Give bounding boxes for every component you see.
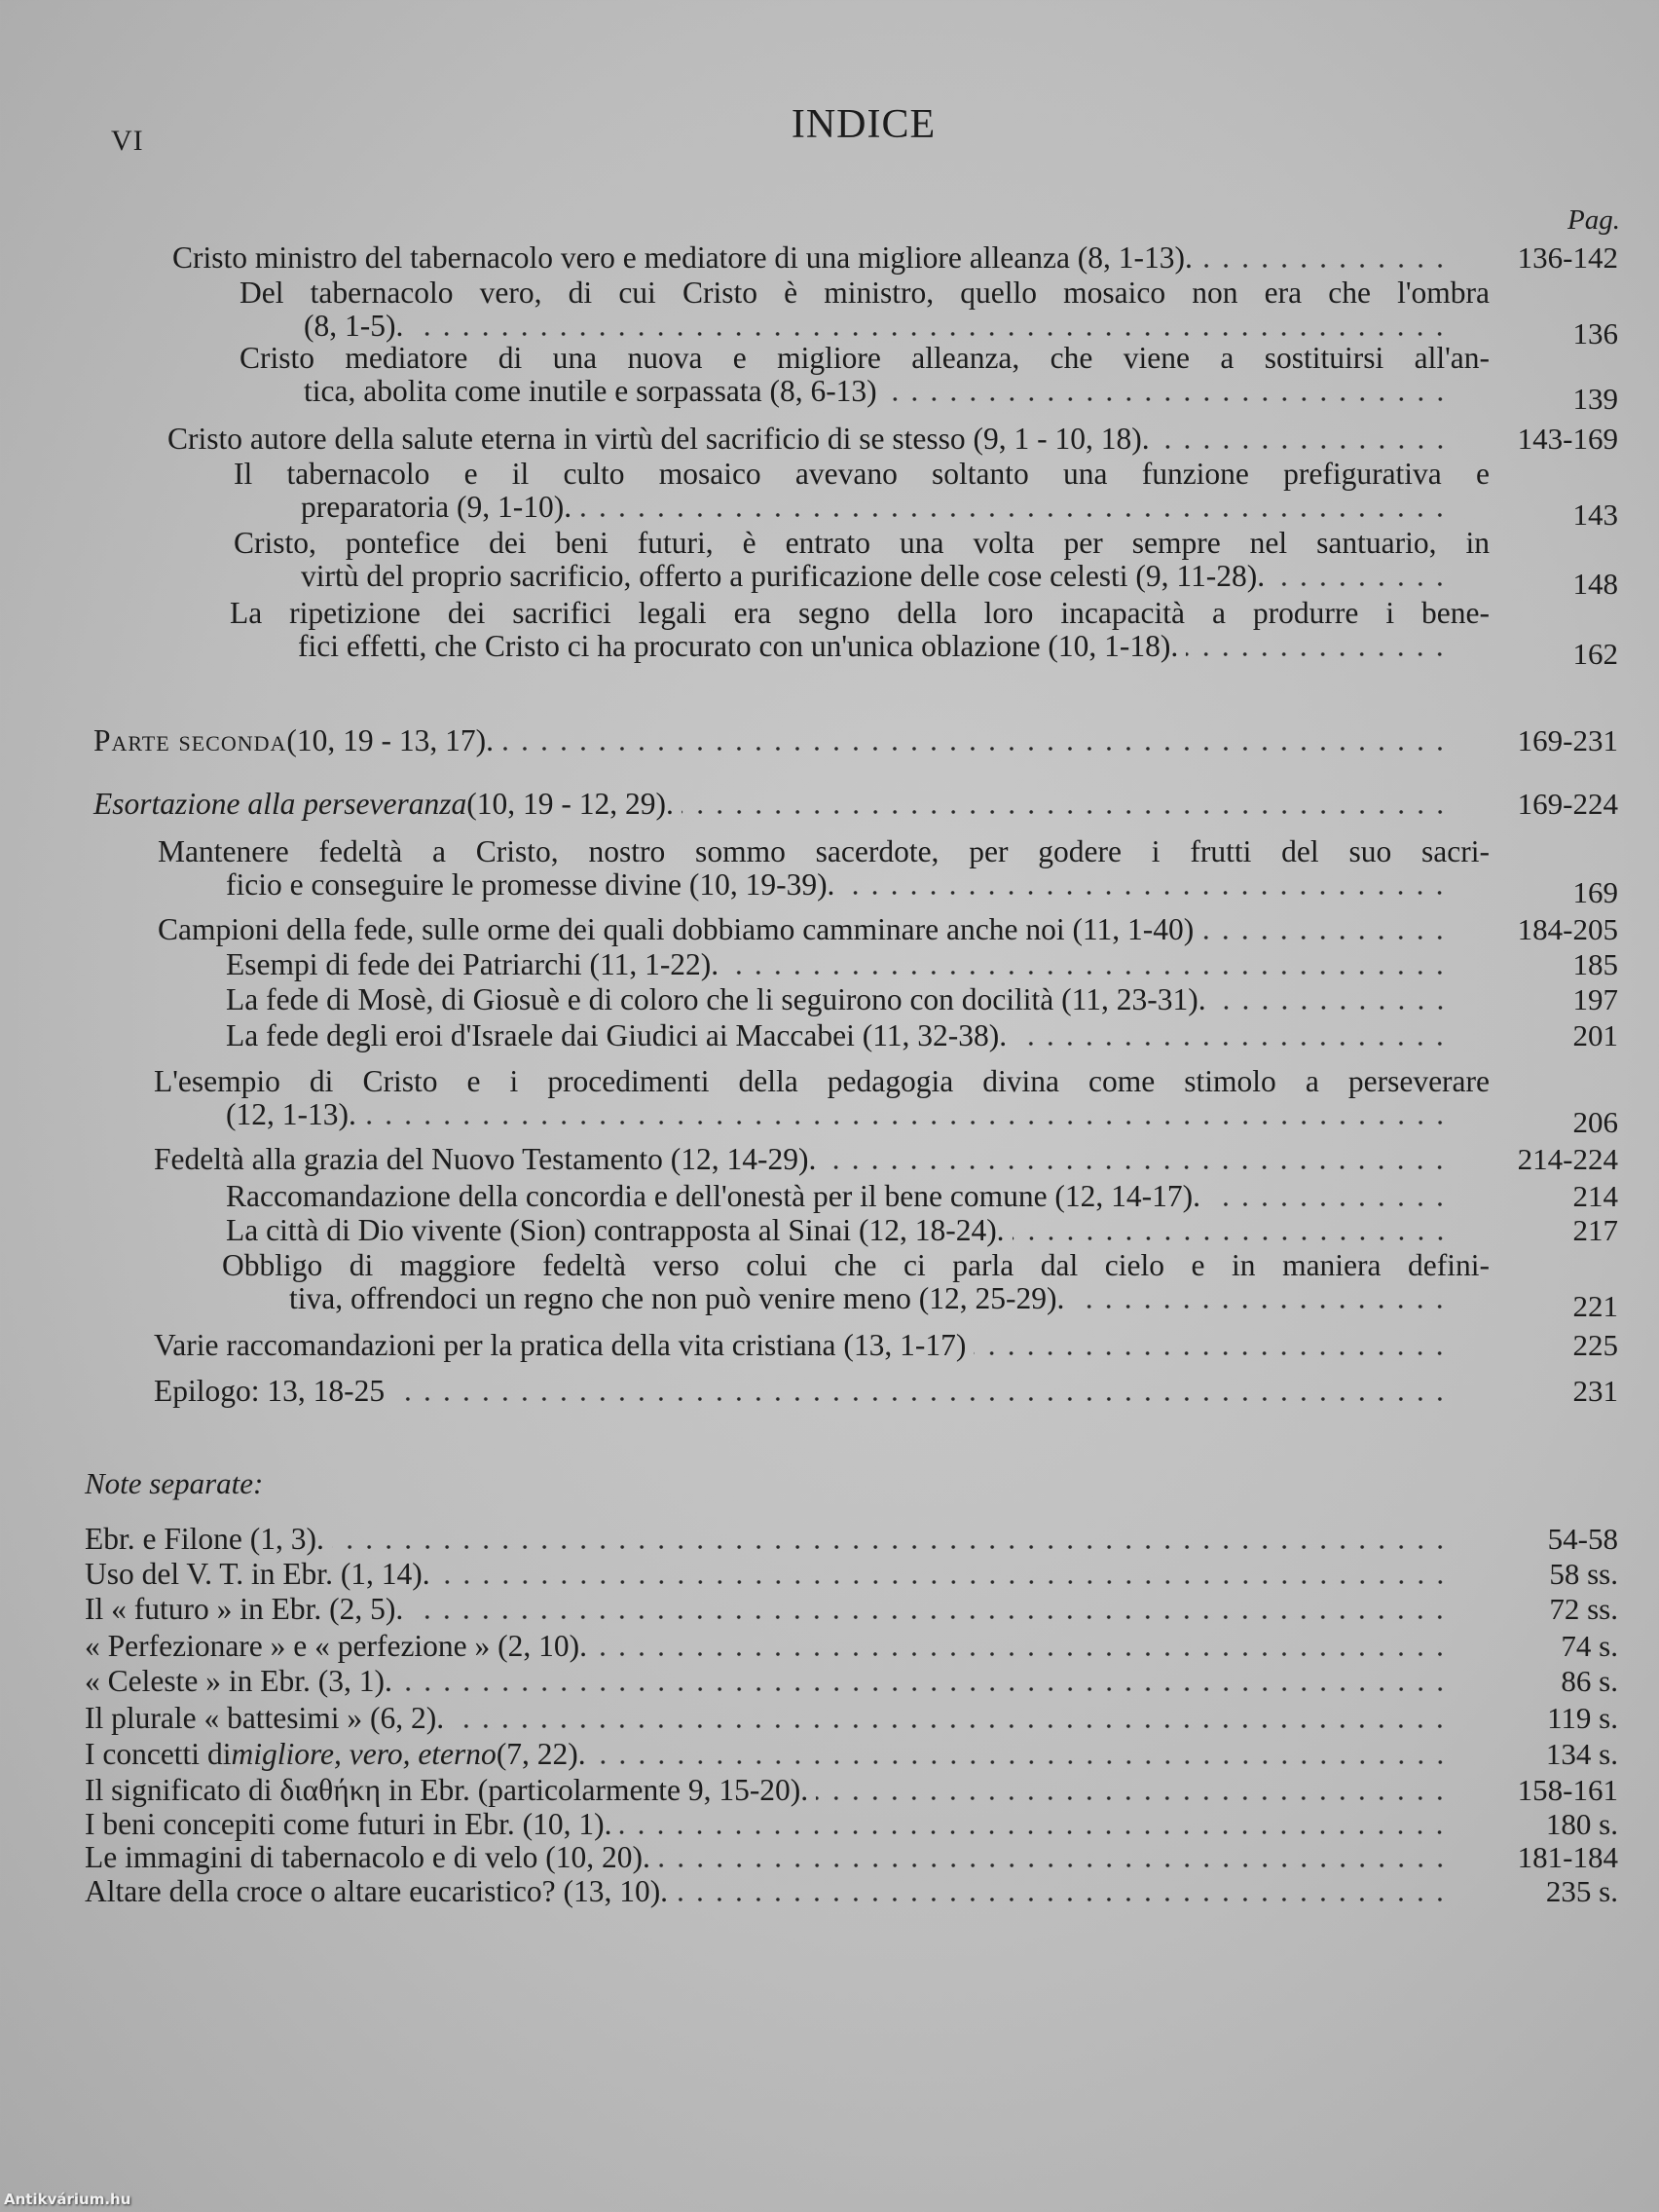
dot-leader: [594, 1756, 1450, 1768]
toc-entry-line: [154, 1326, 1459, 1365]
dot-leader: [1272, 578, 1450, 590]
note-entry-line: [85, 1520, 1459, 1559]
entry-text: Il significato di διαθήκη in Ebr. (particolarmente 9, 15-20).: [85, 1773, 809, 1807]
dot-leader: [392, 1393, 1450, 1405]
entry-text: I beni concepiti come futuri in Ebr. (10, 1).: [85, 1807, 612, 1841]
dot-leader: [726, 967, 1450, 978]
entry-prefix: I concetti di: [85, 1737, 232, 1771]
page-reference: 139: [1572, 382, 1618, 416]
page-reference: 180 s.: [1545, 1807, 1618, 1841]
dot-leader: [682, 806, 1450, 818]
entry-text: Esempi di fede dei Patriarchi (11, 1-22).: [226, 947, 719, 981]
toc-entry-line: [301, 557, 1459, 596]
dot-leader: [842, 887, 1450, 899]
page-reference: 225: [1572, 1328, 1618, 1362]
dot-leader: [501, 743, 1450, 755]
page-reference: 169-224: [1517, 787, 1618, 821]
dot-leader: [1214, 1002, 1450, 1014]
entry-text: Varie raccomandazioni per la pratica della vita cristiana (13, 1-17): [154, 1328, 967, 1362]
page-reference: 143-169: [1517, 422, 1618, 456]
toc-entry-line: [93, 785, 1459, 824]
page-reference: 197: [1572, 982, 1618, 1016]
entry-emphasis: migliore, vero, eterno: [231, 1737, 497, 1771]
dot-leader: [452, 1720, 1450, 1732]
page-reference: 169: [1572, 875, 1618, 909]
page-reference: 214: [1572, 1179, 1618, 1213]
entry-text: Il plurale « battesimi » (6, 2).: [85, 1701, 445, 1735]
note-entry-line: [85, 1735, 1459, 1774]
page-reference: 221: [1572, 1289, 1618, 1323]
dot-leader: [1201, 932, 1450, 943]
toc-entry-line: [167, 420, 1459, 459]
page-reference: 58 ss.: [1549, 1557, 1618, 1591]
page-reference: 235 s.: [1545, 1874, 1618, 1908]
entry-text: « Celeste » in Ebr. (3, 1).: [85, 1664, 392, 1698]
page-title: INDICE: [791, 102, 937, 147]
note-entry-line: [85, 1699, 1459, 1738]
entry-text: tica, abolita come inutile e sorpassata (8, 6-13): [304, 374, 877, 408]
page-reference: 162: [1572, 637, 1618, 671]
note-entry-line: [85, 1590, 1459, 1629]
page-reference: 201: [1572, 1018, 1618, 1052]
entry-text: virtù del proprio sacrificio, offerto a purificazione delle cose celesti (9, 11-28).: [301, 559, 1266, 593]
page-reference: 54-58: [1547, 1522, 1618, 1556]
toc-entry-line: [301, 488, 1459, 527]
dot-leader: [1158, 441, 1450, 453]
entry-text: La fede degli eroi d'Israele dai Giudici ai Maccabei (11, 32-38).: [226, 1018, 1008, 1052]
dot-leader: [824, 1161, 1450, 1173]
page-reference: 231: [1572, 1374, 1618, 1408]
entry-text: tiva, offrendoci un regno che non può venire meno (12, 25-29).: [289, 1281, 1065, 1315]
toc-entry-line: [289, 1279, 1459, 1318]
dot-leader: [676, 1894, 1450, 1905]
toc-entry-line: [226, 1095, 1459, 1134]
entry-text: (7, 22).: [496, 1737, 586, 1771]
entry-text: Cristo mediatore di una nuova e migliore alleanza, che viene a sostituirsi all'an-: [240, 341, 1490, 375]
entry-text: Cristo ministro del tabernacolo vero e mediatore di una migliore alleanza (8, 1-13).: [172, 240, 1193, 275]
entry-text: (10, 19 - 12, 29).: [466, 787, 674, 821]
entry-text: La città di Dio vivente (Sion) contrapposta al Sinai (12, 18-24).: [226, 1213, 1005, 1247]
page-reference: 184-205: [1517, 912, 1618, 946]
dot-leader: [438, 1576, 1450, 1588]
page-reference: 136-142: [1517, 240, 1618, 275]
entry-text: preparatoria (9, 1-10).: [301, 490, 572, 524]
dot-leader: [1200, 260, 1450, 272]
dot-leader: [885, 393, 1450, 405]
dot-leader: [579, 509, 1450, 521]
entry-text: Il tabernacolo e il culto mosaico avevano soltanto una funzione prefigurativa e: [234, 457, 1490, 491]
note-entry-line: [85, 1555, 1459, 1594]
entry-text: Il « futuro » in Ebr. (2, 5).: [85, 1592, 404, 1626]
page-reference: 136: [1572, 316, 1618, 350]
entry-text: « Perfezionare » e « perfezione » (2, 10).: [85, 1629, 588, 1663]
entry-text: Altare della croce o altare eucaristico? (13, 10).: [85, 1874, 669, 1908]
dot-leader: [619, 1826, 1450, 1838]
entry-text: La fede di Mosè, di Giosuè e di coloro che li seguirono con docilità (11, 23-31).: [226, 982, 1206, 1016]
page-reference: 217: [1572, 1213, 1618, 1247]
toc-entry-line: [226, 1016, 1459, 1055]
dot-leader: [595, 1648, 1450, 1660]
dot-leader: [364, 1117, 1450, 1128]
dot-leader: [1014, 1038, 1450, 1050]
entry-text: Mantenere fedeltà a Cristo, nostro sommo sacerdote, per godere i frutti del suo sacri-: [158, 834, 1490, 868]
entry-text: (10, 19 - 13, 17).: [286, 723, 495, 757]
toc-entry-line: [304, 372, 1459, 411]
entry-text: L'esempio di Cristo e i procedimenti della pedagogia divina come stimolo a perseverare: [154, 1064, 1490, 1098]
toc-entry-line: [154, 1372, 1459, 1411]
entry-text: Le immagini di tabernacolo e di velo (10, 20).: [85, 1840, 650, 1874]
dot-leader: [411, 1611, 1450, 1623]
toc-entry-line: [226, 1177, 1459, 1216]
entry-text: (8, 1-5).: [304, 309, 404, 343]
entry-text: fici effetti, che Cristo ci ha procurato con un'unica oblazione (10, 1-18).: [298, 629, 1179, 663]
toc-entry-line: [226, 866, 1459, 904]
entry-prefix: Parte seconda: [93, 723, 287, 757]
entry-text: Fedeltà alla grazia del Nuovo Testamento (12, 14-29).: [154, 1142, 817, 1176]
dot-leader: [332, 1541, 1450, 1553]
page-reference: 148: [1572, 567, 1618, 601]
entry-text: Raccomandazione della concordia e dell'onestà per il bene comune (12, 14-17).: [226, 1179, 1201, 1213]
dot-leader: [658, 1860, 1450, 1871]
entry-text: Del tabernacolo vero, di cui Cristo è ministro, quello mosaico non era che l'ombra: [240, 276, 1490, 310]
notes-heading: Note separate:: [85, 1466, 264, 1500]
note-entry-line: [85, 1838, 1459, 1877]
page-number: VI: [111, 125, 144, 157]
page-reference: 86 s.: [1561, 1664, 1618, 1698]
note-entry-line: [85, 1627, 1459, 1666]
toc-entry-line: [226, 980, 1459, 1019]
pag-column-label: Pag.: [1567, 204, 1620, 236]
page-reference: 143: [1572, 498, 1618, 532]
entry-text: Ebr. e Filone (1, 3).: [85, 1522, 324, 1556]
toc-entry-line: [93, 721, 1459, 760]
page-reference: 169-231: [1517, 723, 1618, 757]
entry-text: (12, 1-13).: [226, 1097, 356, 1131]
toc-entry-line: [172, 239, 1459, 277]
page-reference: 158-161: [1517, 1773, 1618, 1807]
dot-leader: [1072, 1301, 1450, 1312]
note-entry-line: [85, 1872, 1459, 1911]
dot-leader: [1013, 1233, 1450, 1244]
dot-leader: [974, 1347, 1450, 1359]
toc-entry-line: [298, 627, 1459, 666]
entry-text: Cristo, pontefice dei beni futuri, è entrato una volta per sempre nel santuario, in: [234, 526, 1490, 560]
entry-text: Campioni della fede, sulle orme dei quali dobbiamo camminare anche noi (11, 1-40): [158, 912, 1195, 946]
entry-text: Obbligo di maggiore fedeltà verso colui che ci parla dal cielo e in maniera defini-: [222, 1248, 1490, 1282]
dot-leader: [1186, 648, 1450, 660]
entry-prefix: Esortazione alla perseveranza: [93, 787, 467, 821]
page-reference: 181-184: [1517, 1840, 1618, 1874]
page-reference: 185: [1572, 947, 1618, 981]
entry-text: Cristo autore della salute eterna in virtù del sacrificio di se stesso (9, 1 - 10, 18).: [167, 422, 1150, 456]
entry-text: Uso del V. T. in Ebr. (1, 14).: [85, 1557, 430, 1591]
dot-leader: [400, 1683, 1450, 1695]
toc-entry-line: [154, 1140, 1459, 1179]
note-entry-line: [85, 1771, 1459, 1810]
page-reference: 214-224: [1517, 1142, 1618, 1176]
entry-text: ficio e conseguire le promesse divine (10, 19-39).: [226, 867, 835, 902]
watermark: Antikvárium.hu: [4, 2191, 131, 2208]
dot-leader: [1208, 1198, 1450, 1210]
dot-leader: [816, 1792, 1450, 1804]
entry-text: La ripetizione dei sacrifici legali era segno della loro incapacità a produrre i bene-: [230, 596, 1490, 630]
page-reference: 74 s.: [1561, 1629, 1618, 1663]
page-reference: 206: [1572, 1105, 1618, 1139]
toc-entry-line: [226, 1211, 1459, 1250]
note-entry-line: [85, 1662, 1459, 1701]
page-reference: 72 ss.: [1549, 1592, 1618, 1626]
page-reference: 134 s.: [1545, 1737, 1618, 1771]
entry-text: Epilogo: 13, 18-25: [154, 1374, 386, 1408]
toc-entry-line: [226, 945, 1459, 984]
toc-entry-line: [158, 910, 1459, 949]
page-reference: 119 s.: [1547, 1701, 1618, 1735]
